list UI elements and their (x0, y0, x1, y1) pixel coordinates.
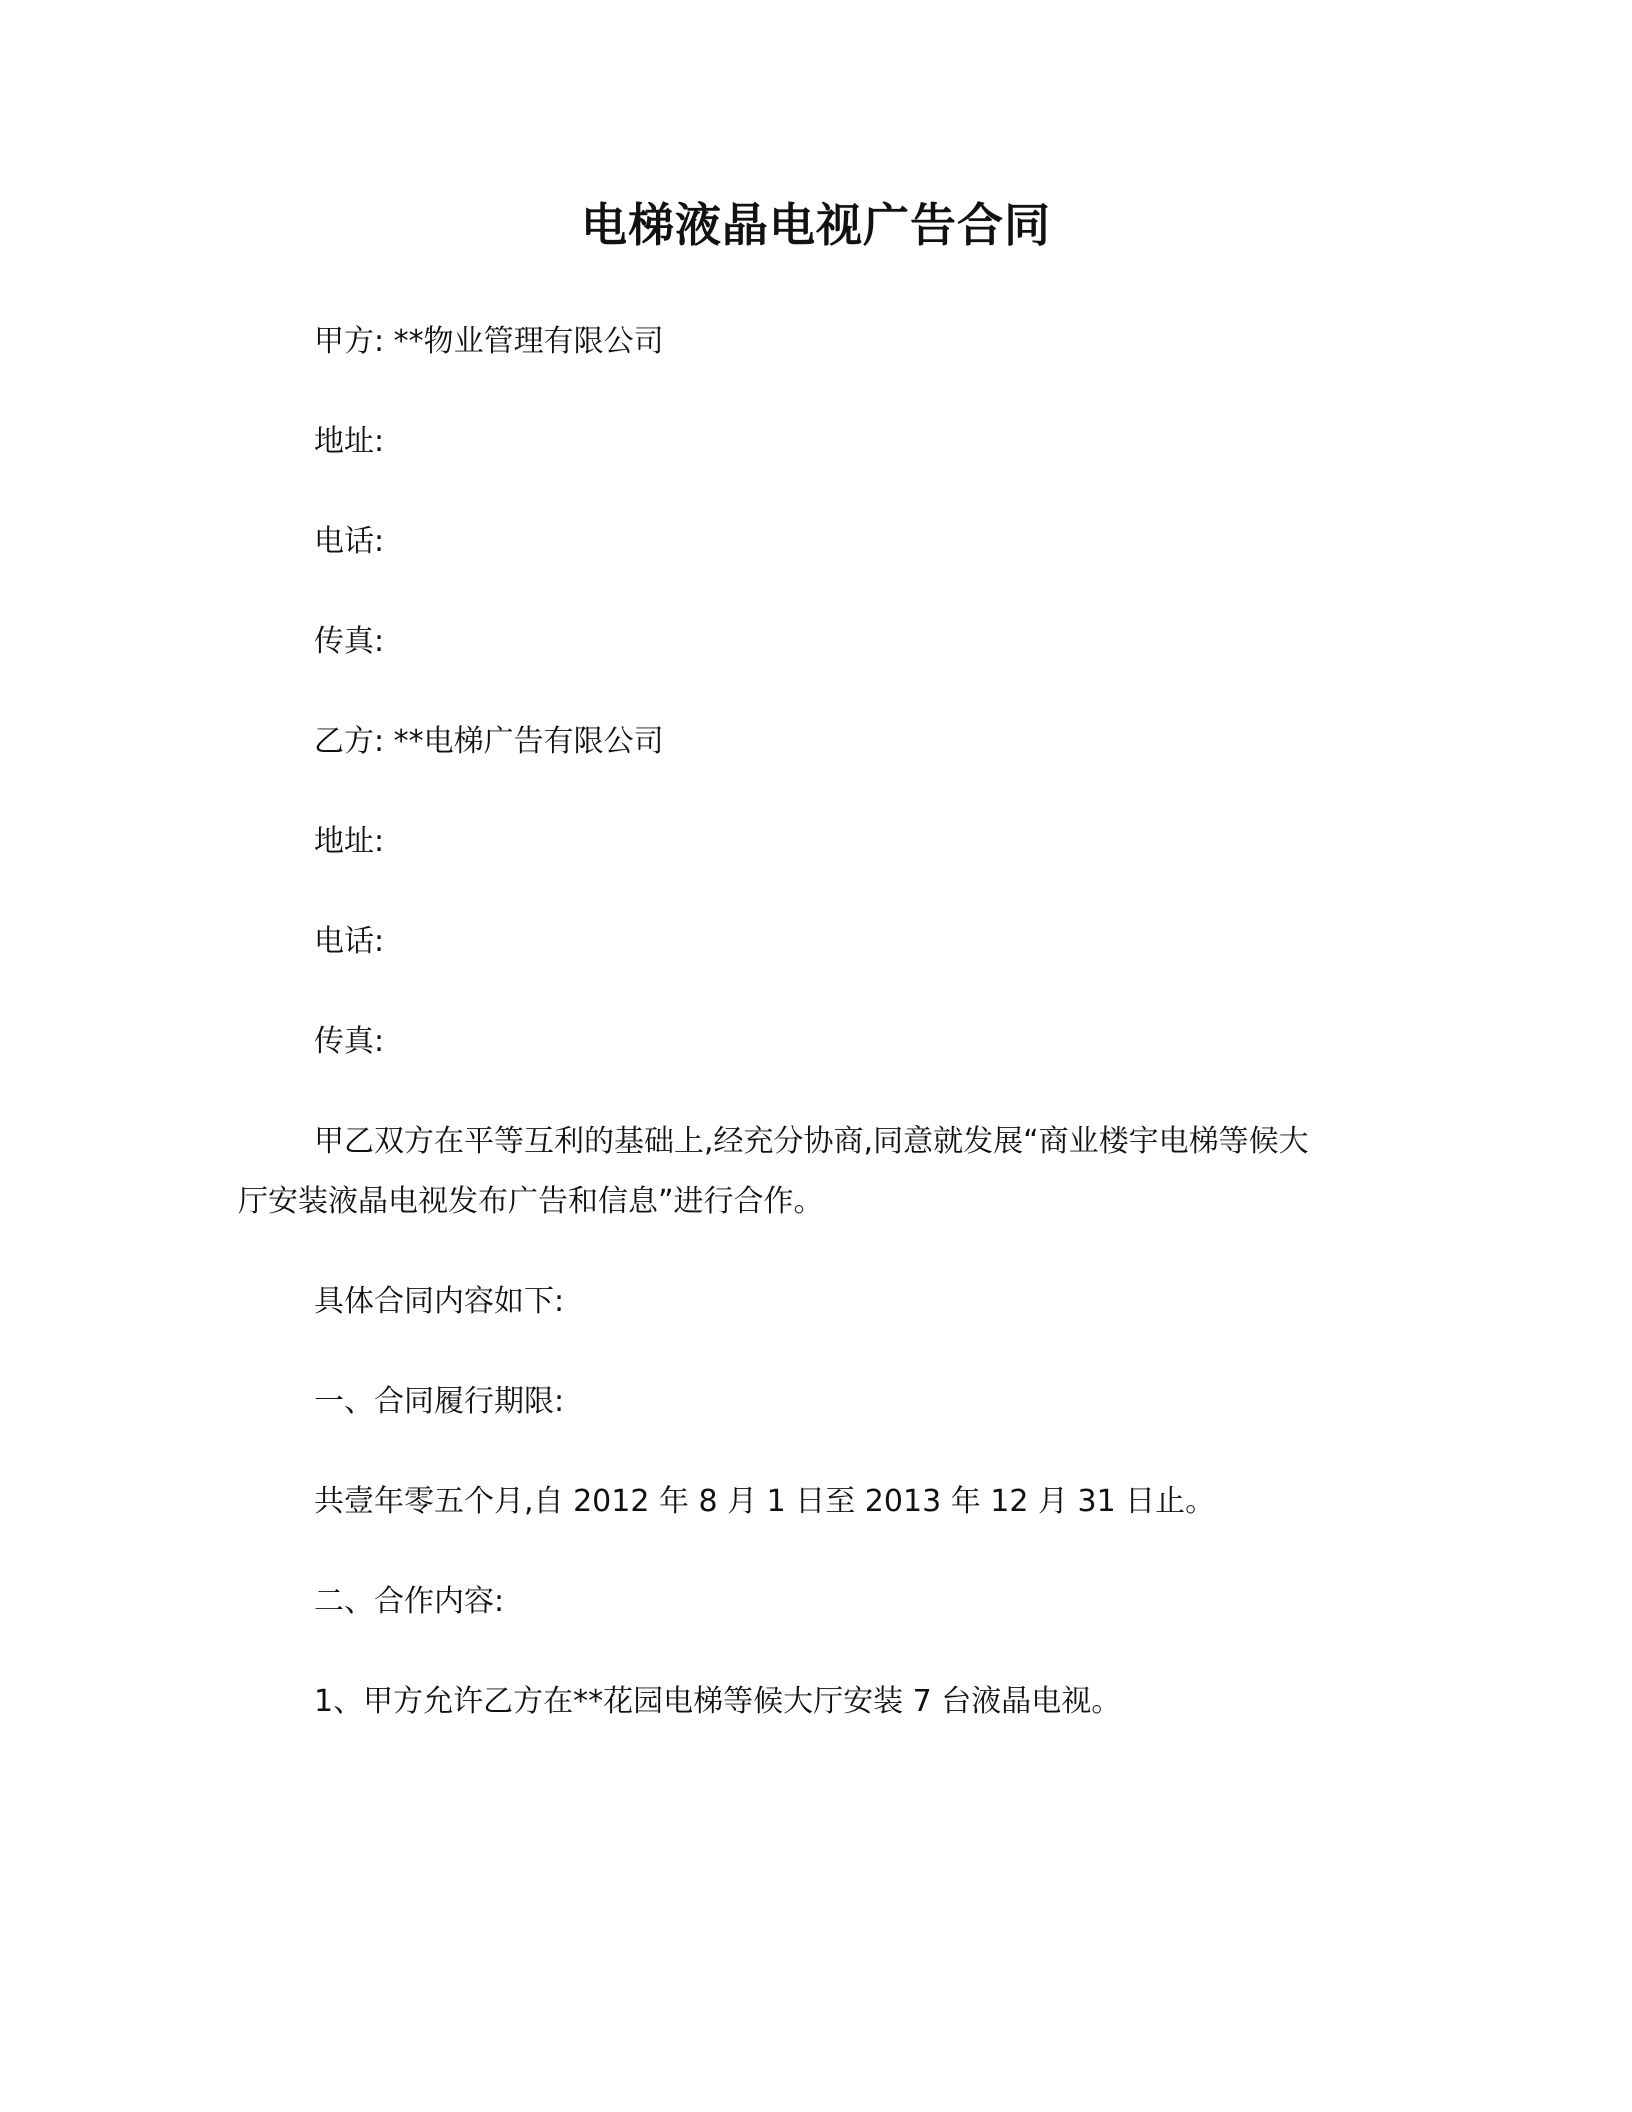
contents-heading: 具体合同内容如下: (314, 1284, 565, 1319)
party-b-phone: 电话: (314, 924, 385, 959)
intro-line-2: 厅安装液晶电视发布广告和信息”进行合作。 (238, 1184, 824, 1219)
party-a-fax: 传真: (314, 624, 385, 659)
party-b-fax: 传真: (314, 1024, 385, 1059)
party-a-address: 地址: (314, 424, 385, 459)
party-a-phone: 电话: (314, 524, 385, 559)
document-title: 电梯液晶电视广告合同 (581, 198, 1051, 252)
section-1-heading: 一、合同履行期限: (314, 1384, 565, 1419)
section-2-item-1: 1、甲方允许乙方在**花园电梯等候大厅安装 7 台液晶电视。 (314, 1684, 1122, 1719)
intro-line-1: 甲乙双方在平等互利的基础上,经充分协商,同意就发展“商业楼宇电梯等候大 (314, 1124, 1309, 1159)
section-1-text: 共壹年零五个月,自 2012 年 8 月 1 日至 2013 年 12 月 31 日止。 (314, 1484, 1216, 1519)
intro-paragraph (238, 1112, 1398, 1232)
section-2-heading: 二、合作内容: (314, 1584, 505, 1619)
party-b-address: 地址: (314, 824, 385, 859)
party-b-name: 乙方: **电梯广告有限公司 (314, 724, 664, 759)
party-a-name: 甲方: **物业管理有限公司 (314, 324, 664, 359)
